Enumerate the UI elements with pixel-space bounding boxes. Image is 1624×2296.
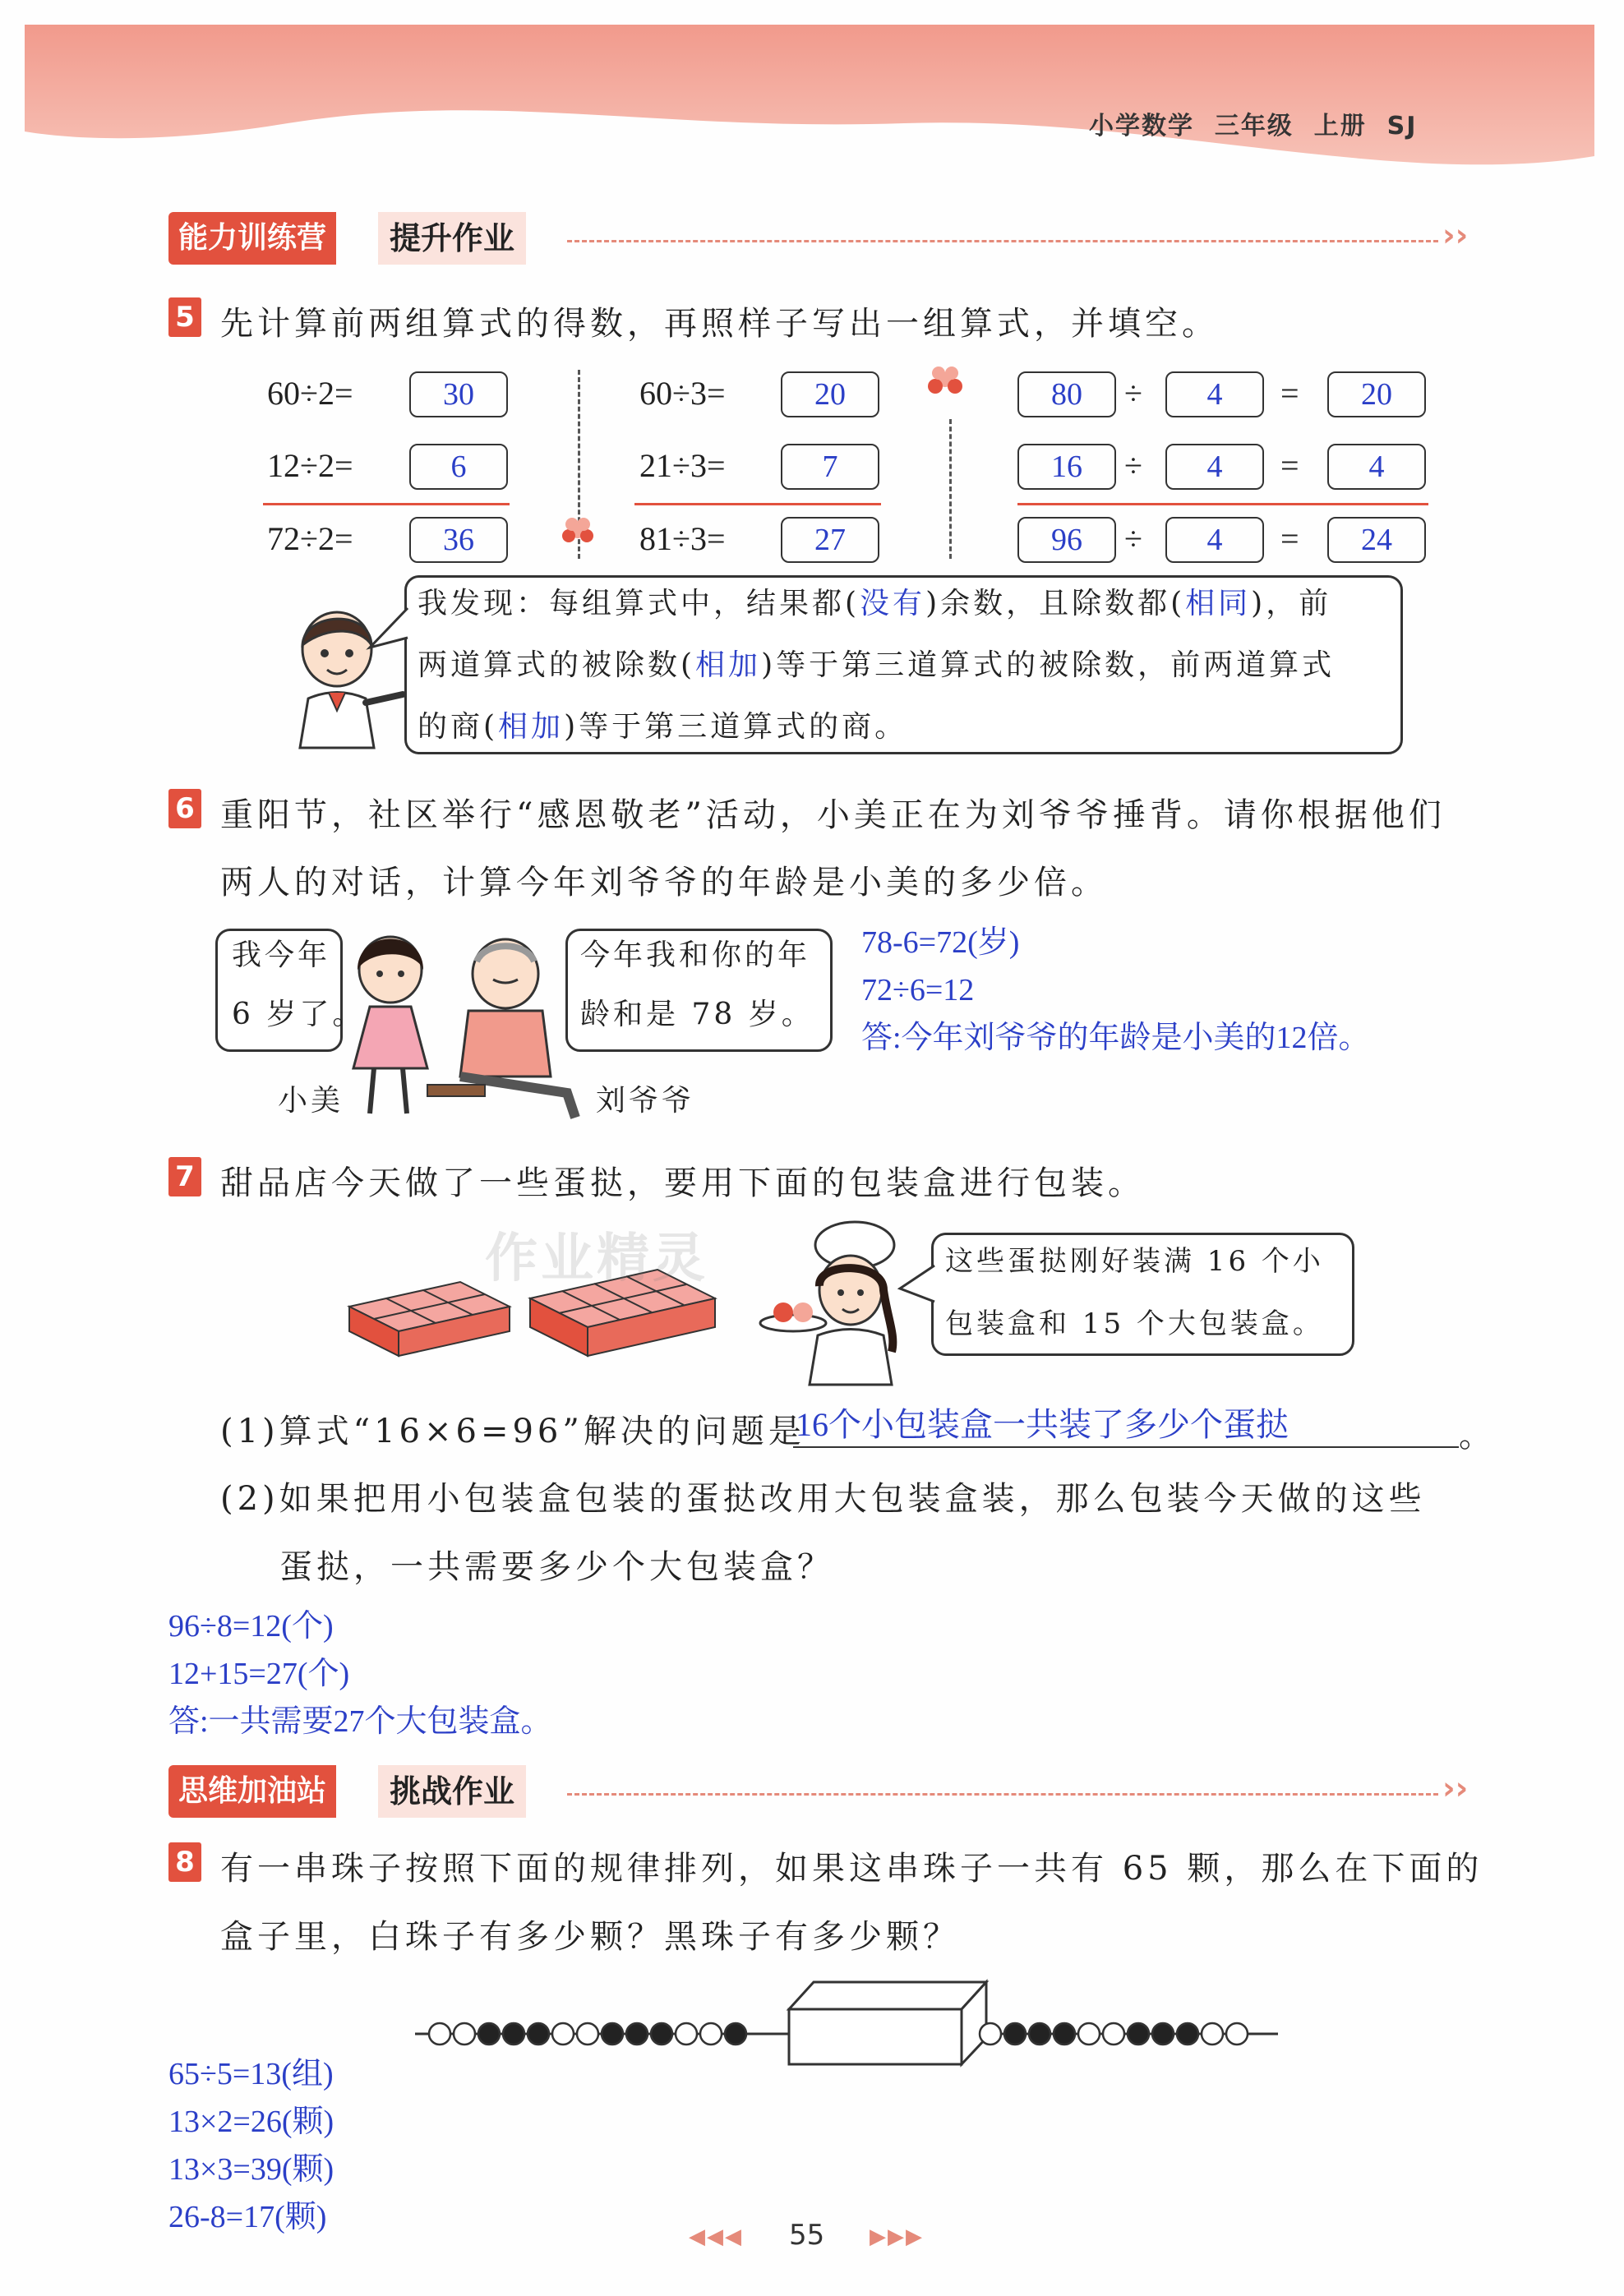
q5-g1-answer-2[interactable]: 6	[409, 444, 508, 490]
q5-g1-expr-1: 60÷2=	[267, 375, 353, 412]
q5-g3-divisor-3[interactable]: 4	[1165, 517, 1264, 563]
question-8-line-2: 盒子里，白珠子有多少颗？黑珠子有多少颗？	[220, 1918, 960, 1956]
question-number-8: 8	[168, 1842, 201, 1882]
question-5-text: 先计算前两组算式的得数，再照样子写出一组算式，并填空。	[220, 305, 1219, 343]
q7-part-2-line-2: 蛋挞，一共需要多少个大包装盒？	[279, 1548, 834, 1586]
page-number: 55	[789, 2219, 825, 2252]
q6-answer[interactable]: 78-6=72(岁) 72÷6=12 答:今年刘爷爷的年龄是小美的12倍。	[861, 925, 1370, 1055]
q5-g3-div-1: ÷	[1124, 375, 1142, 412]
question-number-7: 7	[168, 1157, 201, 1196]
q5-g3-div-2: ÷	[1124, 447, 1142, 484]
q5-g3-quotient-2[interactable]: 4	[1327, 444, 1426, 490]
q5-g2-answer-1[interactable]: 20	[781, 371, 879, 417]
q7-part-1-underline	[793, 1446, 1459, 1448]
next-page-icon[interactable]: ▶▶▶	[870, 2225, 924, 2249]
question-number-6: 6	[168, 789, 201, 828]
grandpa-speech-text: 今年我和你的年 龄和是 78 岁。	[580, 938, 814, 1031]
q5-fill-2[interactable]: 相同	[1185, 587, 1252, 620]
section-2-arrows-icon: ››	[1442, 1770, 1469, 1806]
q5-g3-quotient-1[interactable]: 20	[1327, 371, 1426, 417]
q5-bubble-tail	[370, 608, 409, 657]
q5-g2-expr-2: 21÷3=	[639, 447, 726, 484]
q8-answer[interactable]: 65÷5=13(组) 13×2=26(颗) 13×3=39(颗) 26-8=17(颗)	[168, 2057, 334, 2234]
q5-g1-answer-3[interactable]: 36	[409, 517, 508, 563]
section-badge-ability: 能力训练营	[168, 212, 336, 265]
bead-string-diagram	[411, 1972, 1282, 2071]
q5-g2-answer-3[interactable]: 27	[781, 517, 879, 563]
q5-g2-divider	[634, 503, 881, 505]
header-wave	[0, 0, 1624, 189]
q5-g3-eq-2: =	[1280, 447, 1299, 484]
question-6-line-2: 两人的对话，计算今年刘爷爷的年龄是小美的多少倍。	[220, 864, 1108, 901]
q5-g3-divider	[1017, 503, 1428, 505]
flower-icon-2	[920, 362, 970, 419]
section-2-dash-line	[567, 1793, 1438, 1796]
q5-g2-answer-2[interactable]: 7	[781, 444, 879, 490]
q7-part-2-line-1: (2)如果把用小包装盒包装的蛋挞改用大包装盒装，那么包装今天做的这些	[220, 1480, 1426, 1518]
question-number-5: 5	[168, 297, 201, 337]
q7-answer[interactable]: 96÷8=12(个) 12+15=27(个) 答:一共需要27个大包装盒。	[168, 1609, 552, 1739]
q5-g1-answer-1[interactable]: 30	[409, 371, 508, 417]
header-title: 小学数学 三年级 上册 SJ	[1089, 112, 1418, 141]
section-sub-challenge: 挑战作业	[378, 1765, 526, 1818]
q5-g3-divisor-1[interactable]: 4	[1165, 371, 1264, 417]
baker-bubble-tail	[900, 1266, 936, 1307]
q5-finding-line-3: 的商(相加)等于第三道算式的商。	[418, 710, 908, 744]
girl-speech-text: 我今年 6 岁了。	[232, 938, 366, 1031]
q5-fill-4[interactable]: 相加	[498, 710, 565, 743]
q5-g3-quotient-3[interactable]: 24	[1327, 517, 1426, 563]
q5-fill-1[interactable]: 没有	[860, 587, 926, 620]
q5-g3-div-3: ÷	[1124, 520, 1142, 557]
question-6-line-1: 重阳节，社区举行“感恩敬老”活动，小美正在为刘爷爷捶背。请你根据他们	[220, 796, 1446, 834]
q7-part-1-end: 。	[1459, 1417, 1496, 1455]
q5-g3-dividend-2[interactable]: 16	[1017, 444, 1116, 490]
q5-g2-expr-1: 60÷3=	[639, 375, 726, 412]
q5-g1-expr-2: 12÷2=	[267, 447, 353, 484]
question-7-text: 甜品店今天做了一些蛋挞，要用下面的包装盒进行包装。	[220, 1164, 1145, 1202]
q5-separator-2	[949, 419, 952, 559]
q5-g1-expr-3: 72÷2=	[267, 520, 353, 557]
watermark-text: 作业精灵	[485, 1229, 708, 1289]
flower-icon	[557, 511, 598, 552]
q5-finding-line-1: 我发现：每组算式中，结果都(没有)余数，且除数都(相同)，前	[418, 587, 1332, 620]
q5-finding-line-2: 两道算式的被除数(相加)等于第三道算式的被除数，前两道算式	[418, 648, 1336, 682]
q7-part-1-answer[interactable]: 16个小包装盒一共装了多少个蛋挞	[796, 1406, 1289, 1443]
prev-page-icon[interactable]: ◀◀◀	[689, 2225, 743, 2249]
section-sub-improve: 提升作业	[378, 212, 526, 265]
q5-g1-divider	[263, 503, 510, 505]
grandpa-name-label: 刘爷爷	[596, 1084, 695, 1118]
section-badge-thinking: 思维加油站	[168, 1765, 336, 1818]
girl-grandpa-illustration	[337, 929, 584, 1126]
q5-g3-eq-3: =	[1280, 520, 1299, 557]
q5-fill-3[interactable]: 相加	[695, 648, 762, 681]
q5-g3-divisor-2[interactable]: 4	[1165, 444, 1264, 490]
section-arrows-icon: ››	[1442, 217, 1469, 253]
girl-name-label: 小美	[278, 1084, 344, 1118]
q5-g3-eq-1: =	[1280, 375, 1299, 412]
q5-g2-expr-3: 81÷3=	[639, 520, 726, 557]
section-dash-line	[567, 240, 1438, 242]
q5-g3-dividend-3[interactable]: 96	[1017, 517, 1116, 563]
question-8-line-1: 有一串珠子按照下面的规律排列，如果这串珠子一共有 65 颗，那么在下面的	[220, 1850, 1483, 1888]
q7-part-1: (1)算式“16×6=96”解决的问题是	[220, 1413, 805, 1450]
baker-speech-text: 这些蛋挞刚好装满 16 个小 包装盒和 15 个大包装盒。	[945, 1245, 1324, 1340]
q5-g3-dividend-1[interactable]: 80	[1017, 371, 1116, 417]
